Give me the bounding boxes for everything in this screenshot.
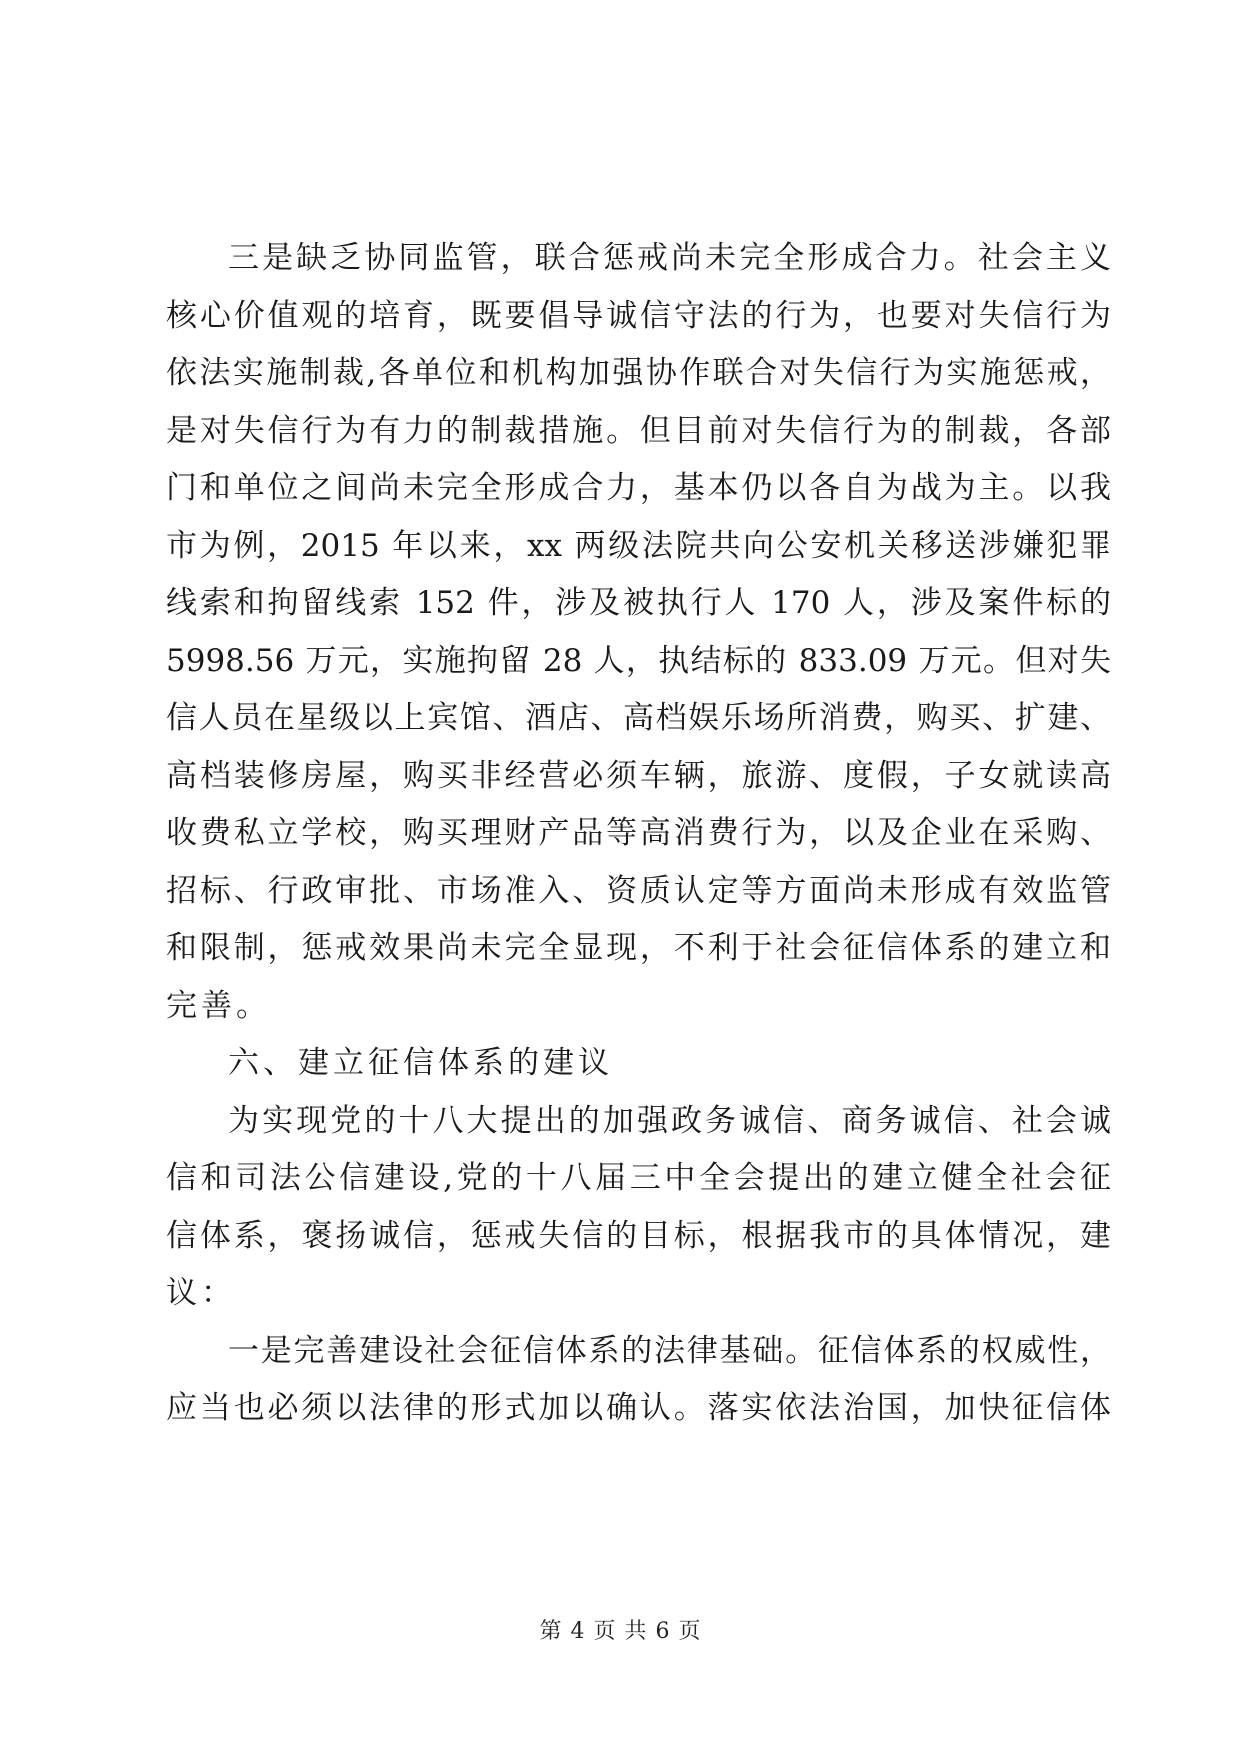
text-line: 为实现党的十八大提出的加强政务诚信、商务诚信、社会诚 [228,1102,1111,1139]
text-line: 门和单位之间尚未完全形成合力，基本仍以各自为战为主。以我 [166,470,1111,506]
text-line: 招标、行政审批、市场准入、资质认定等方面尚未形成有效监管 [166,872,1111,909]
text-line: 一是完善建设社会征信体系的法律基础。征信体系的权威性， [228,1332,1111,1369]
text-line: 依法实施制裁,各单位和机构加强协作联合对失信行为实施惩戒， [166,355,1111,391]
text-line: 信人员在星级以上宾馆、酒店、高档娱乐场所消费，购买、扩建、 [166,700,1111,736]
text-line: 和限制，惩戒效果尚未完全显现，不利于社会征信体系的建立和 [166,930,1111,966]
text-line: 议： [166,1275,236,1311]
section-heading: 六、建立征信体系的建议 [228,1045,613,1081]
text-line: 市为例，2015 年以来，xx 两级法院共向公安机关移送涉嫌犯罪 [166,527,1111,564]
text-line: 5998.56 万元，实施拘留 28 人，执结标的 833.09 万元。但对失 [166,642,1111,679]
text-line: 是对失信行为有力的制裁措施。但目前对失信行为的制裁，各部 [166,412,1111,449]
text-line: 三是缺乏协同监管，联合惩戒尚未完全形成合力。社会主义 [228,240,1111,276]
text-line: 信体系，褒扬诚信，惩戒失信的目标，根据我市的具体情况，建 [166,1217,1111,1254]
text-line: 信和司法公信建设,党的十八届三中全会提出的建立健全社会征 [166,1160,1111,1196]
text-line: 应当也必须以法律的形式加以确认。落实依法治国，加快征信体 [166,1390,1111,1426]
text-line: 核心价值观的培育，既要倡导诚信守法的行为，也要对失信行为 [166,297,1111,334]
text-line: 线索和拘留线索 152 件，涉及被执行人 170 人，涉及案件标的 [166,585,1111,621]
text-line: 完善。 [166,987,271,1024]
document-body [166,230,1111,1438]
text-line: 收费私立学校，购买理财产品等高消费行为，以及企业在采购、 [166,815,1111,851]
text-line: 高档装修房屋，购买非经营必须车辆，旅游、度假，子女就读高 [166,757,1111,794]
page-number-footer: 第 4 页 共 6 页 [539,1619,702,1644]
